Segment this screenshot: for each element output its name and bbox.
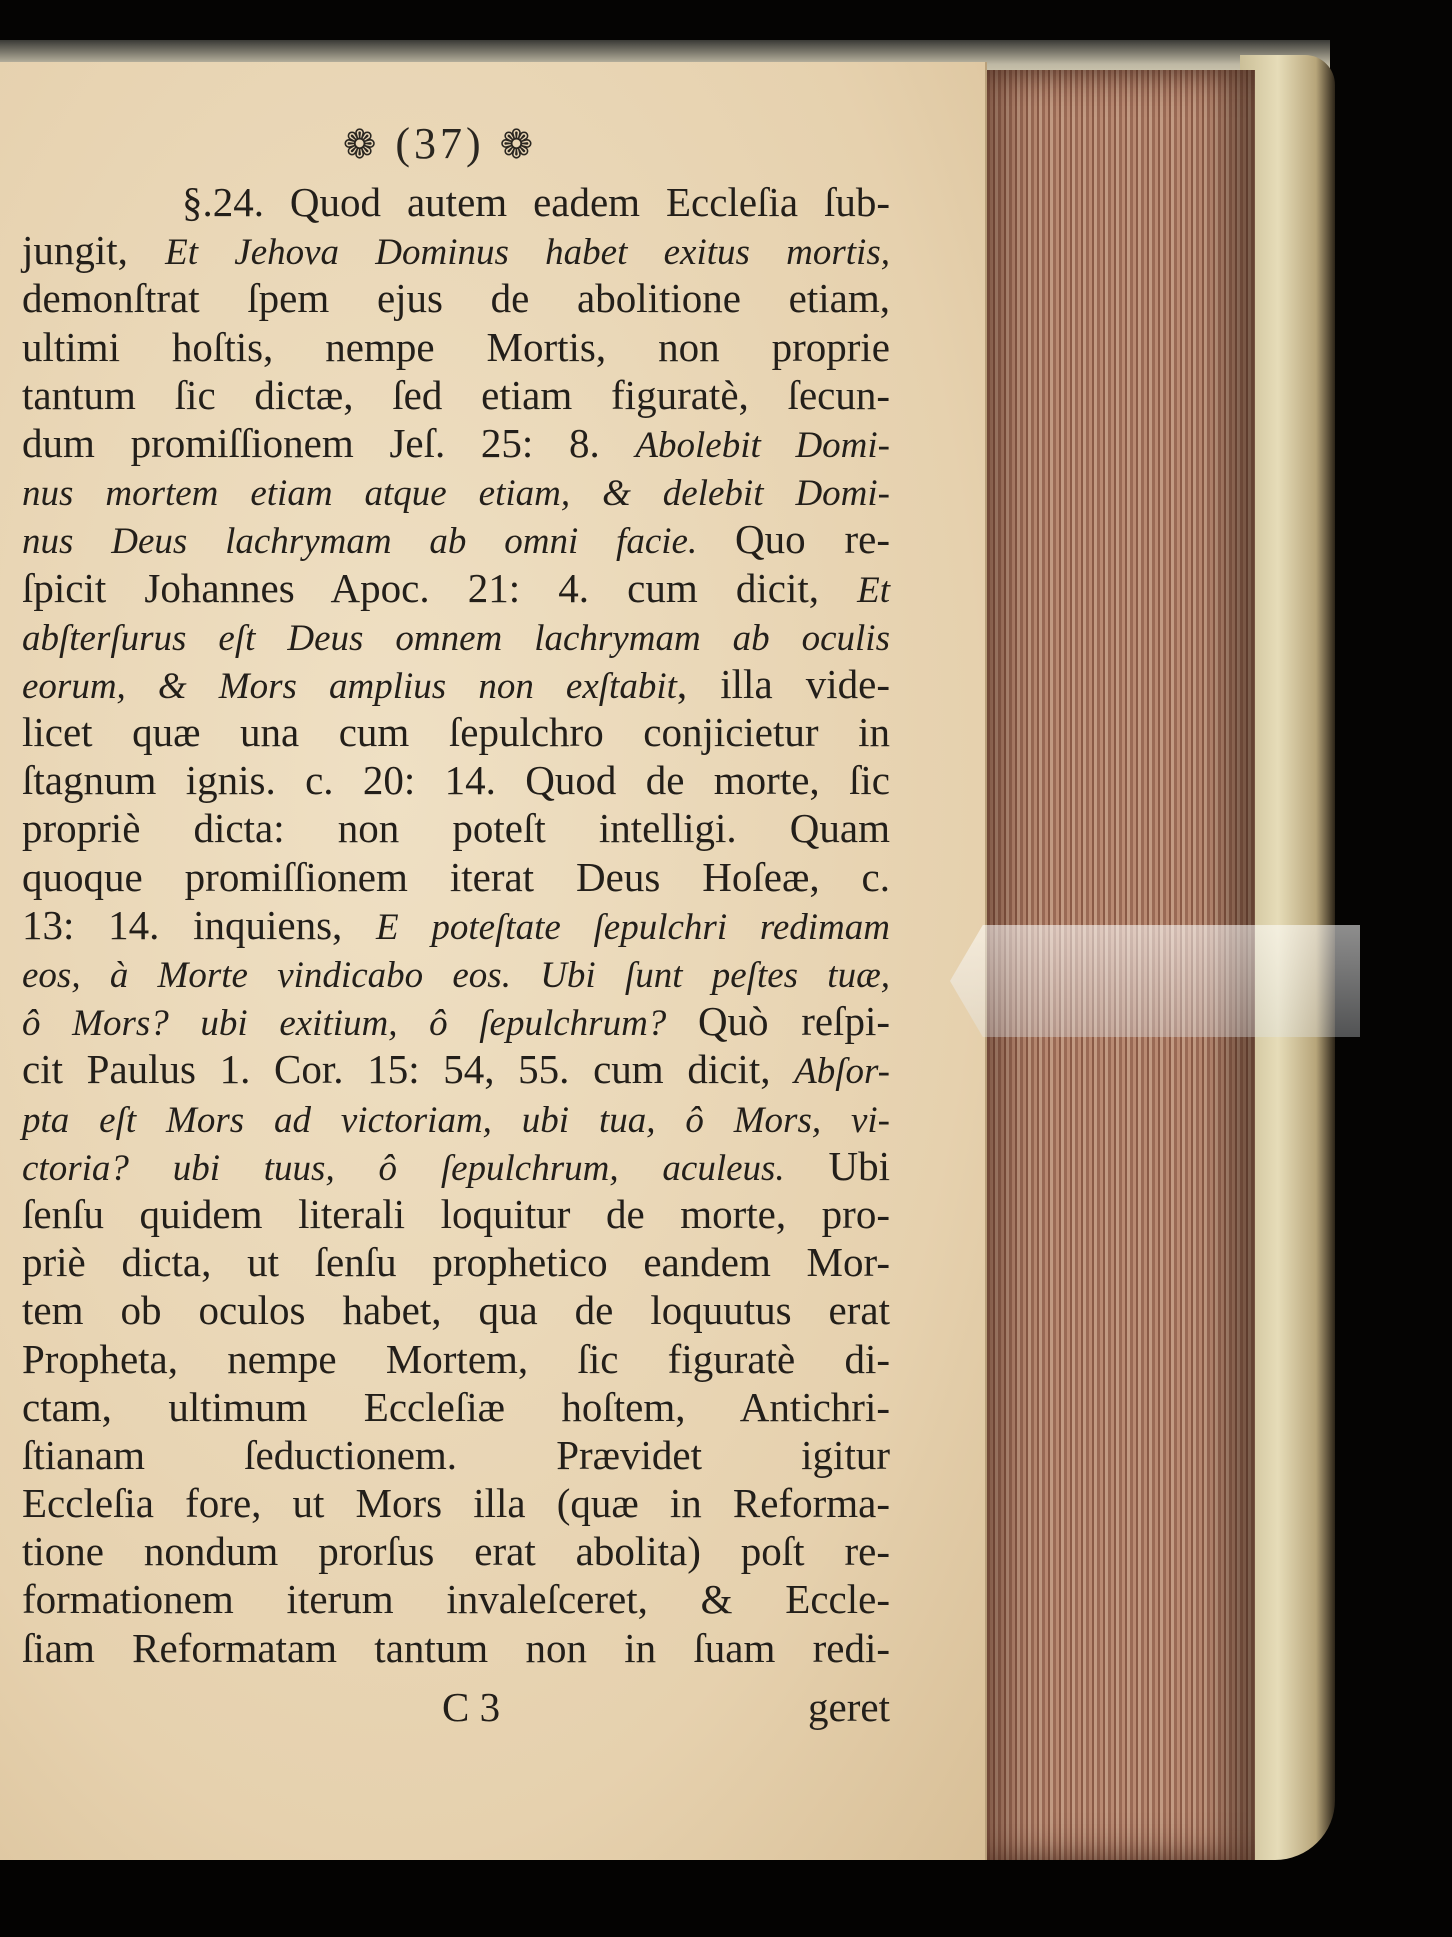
text-segment: ſpicit Johannes Apoc. 21: 4. cum dicit, [22,564,858,611]
text-segment: Ubi [828,1142,890,1189]
text-segment: Eccleſia fore, ut Mors illa (quæ in Reforma- [22,1480,890,1527]
italic-quotation: abſterſurus eſt Deus omnem lachrymam ab oculis [22,617,890,659]
text-segment: dum promiſſionem Jeſ. 25: 8. [22,419,636,466]
text-line [22,1624,890,1672]
text-line [22,1527,890,1575]
text-line [22,1286,890,1334]
text-segment: tione nondum prorſus erat abolita) poſt re- [22,1528,890,1575]
body-text [22,178,890,1672]
text-segment: ſtagnum ignis. c. 20: 14. Quod de morte, ſic [22,757,890,804]
text-line [22,1479,890,1527]
text-segment: tem ob oculos habet, qua de loquutus erat [22,1287,890,1334]
italic-quotation: nus mortem etiam atque etiam, & delebit Domi- [22,473,890,515]
text-segment: tantum ſic dictæ, ſed etiam figuratè, ſecun- [22,371,890,418]
text-line [22,564,890,612]
italic-quotation: Abſor- [794,1051,890,1093]
text-segment: ſenſu quidem literali loquitur de morte, pro- [22,1190,890,1237]
text-segment: demonſtrat ſpem ejus de abolitione etiam, [22,275,890,322]
text-segment: §.24. Quod autem eadem Eccleſia ſub- [182,179,890,225]
text-line [22,708,890,756]
text-line [22,178,890,226]
text-line [22,949,890,997]
text-line [22,1142,890,1190]
running-header [300,118,580,169]
catchword: geret [808,1684,890,1730]
text-segment: Quò reſpi- [697,998,890,1045]
text-line [22,612,890,660]
italic-quotation: eorum, & Mors amplius non exſtabit [22,665,677,707]
text-line [22,515,890,563]
italic-quotation: Et [857,569,890,611]
ornament-icon: ❁ [499,122,538,167]
text-line [22,323,890,371]
text-line [22,226,890,274]
text-segment: Propheta, nempe Mortem, ſic figuratè di- [22,1335,890,1382]
text-line [22,1190,890,1238]
text-line [22,804,890,852]
text-line [22,1045,890,1093]
text-segment: propriè dicta: non poteſt intelligi. Quam [22,805,890,852]
bookmark-tab [950,925,1360,1037]
text-line [22,660,890,708]
text-line [22,1431,890,1479]
italic-quotation: pta eſt Mors ad victoriam, ubi tua, ô Mors, vi- [22,1099,890,1141]
italic-quotation: ô Mors? ubi exitium, ô ſepulchrum? [22,1003,698,1045]
italic-quotation: Abolebit Domi- [635,424,891,466]
italic-quotation: Et Jehova Dominus habet exitus mortis, [165,232,890,274]
text-line [22,756,890,804]
signature-mark: C 3 [442,1684,501,1730]
text-segment: ſtianam ſeductionem. Prævidet igitur [22,1431,890,1478]
italic-quotation: E poteſtate ſepulchri redimam [376,906,890,948]
text-segment: priè dicta, ut ſenſu prophetico eandem Mor- [22,1239,890,1286]
text-segment: ſiam Reformatam tantum non in ſuam redi- [22,1624,890,1671]
ornament-icon: ❁ [342,122,381,167]
italic-quotation: eos, à Morte vindicabo eos. Ubi ſunt peſtes tuæ, [22,955,890,996]
italic-quotation: nus Deus lachrymam ab omni facie. [22,521,736,563]
text-segment: quoque promiſſionem iterat Deus Hoſeæ, c. [22,853,890,900]
text-segment: cit Paulus 1. Cor. 15: 54, 55. cum dicit, [22,1046,795,1093]
text-line [22,467,890,515]
text-line [22,274,890,322]
text-line [22,853,890,901]
text-segment: 13: 14. inquiens, [22,901,376,948]
text-segment: ctam, ultimum Eccleſiæ hoſtem, Antichri- [22,1383,890,1430]
text-line [22,1335,890,1383]
text-segment: Quo re- [735,516,890,563]
italic-quotation: ctoria? ubi tuus, ô ſepulchrum, aculeus. [22,1147,829,1189]
text-segment: , illa vide- [676,660,890,707]
text-line [22,901,890,949]
text-segment: licet quæ una cum ſepulchro conjicietur in [22,709,890,756]
text-line [22,1383,890,1431]
text-line [22,997,890,1045]
page-number: (37) [395,119,485,168]
text-line [22,1575,890,1623]
background [0,1860,1452,1937]
text-segment: ultimi hoſtis, nempe Mortis, non proprie [22,323,890,370]
text-segment: jungit, [22,227,166,274]
text-line [22,371,890,419]
text-line [22,419,890,467]
text-line [22,1238,890,1286]
text-line [22,1094,890,1142]
text-segment: formationem iterum invaleſceret, & Eccle- [22,1576,890,1623]
